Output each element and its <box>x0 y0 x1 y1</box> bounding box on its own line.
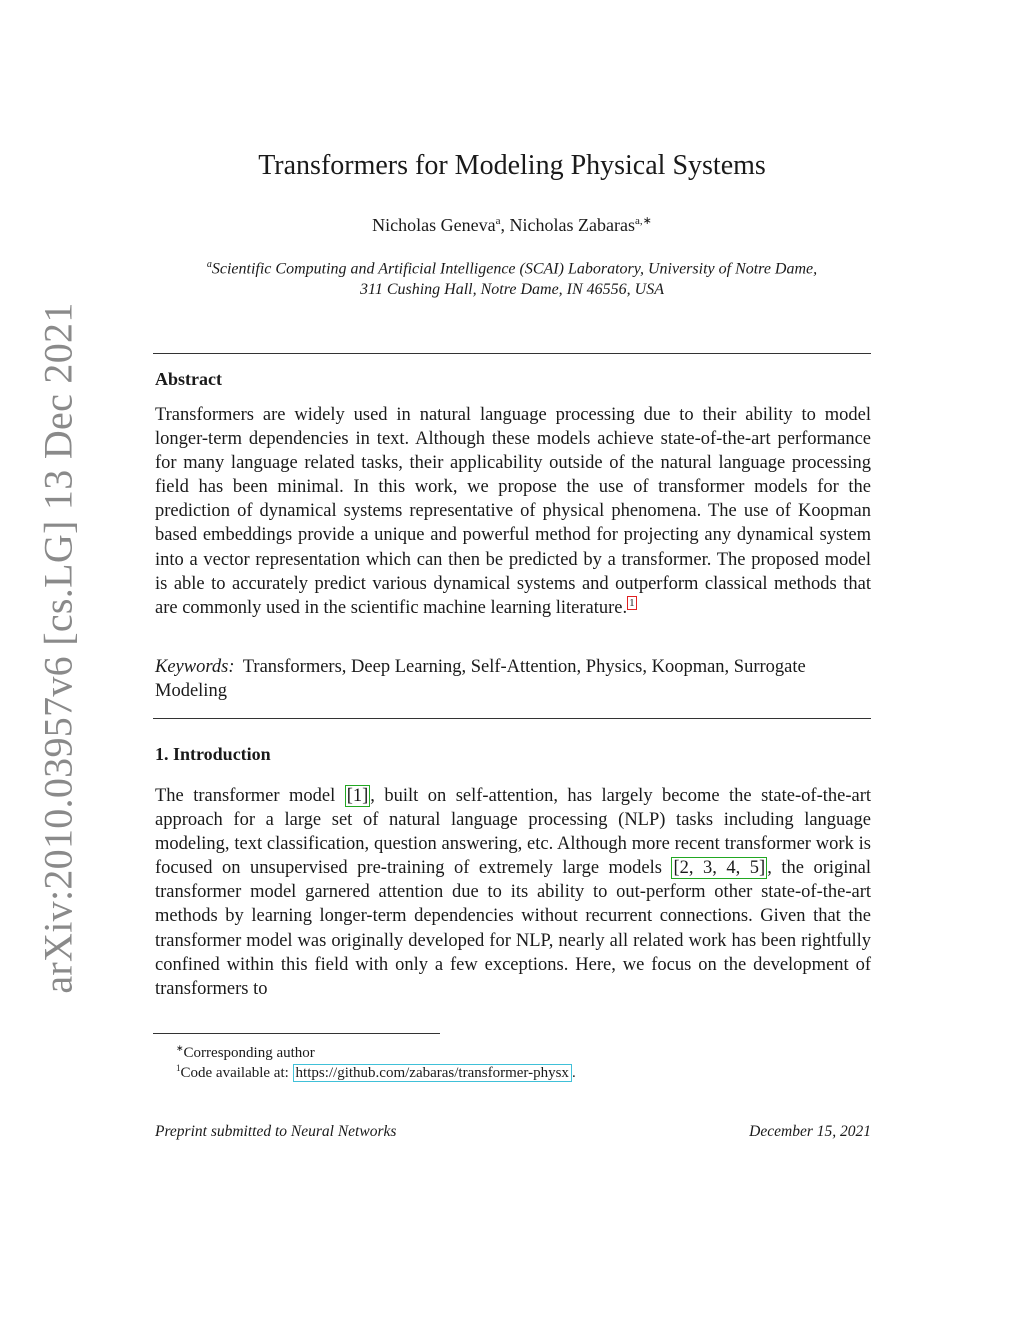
footnote-code <box>176 1059 576 1083</box>
abstract-body <box>155 403 871 620</box>
intro-text: The transformer model <box>155 786 345 806</box>
footnote-rule <box>153 1033 440 1034</box>
paper-title: Transformers for Modeling Physical Systems <box>258 150 766 181</box>
citation-link[interactable]: [2, 3, 4, 5] <box>673 858 766 879</box>
footnote-mark: ∗ <box>176 1043 184 1053</box>
intro-text: , the original transformer model garnered attention due to its ability to out-perform other state-of-the-art methods by learning longer-term dependencies without recurrent connections. Given that the transformer model was originally developed for NLP, nearly all related work has been rightfully confined within this field with only a few exceptions. Here, we focus on the development of transformers to <box>155 858 871 999</box>
section-heading: 1. Introduction <box>155 744 271 764</box>
footer-journal: Preprint submitted to Neural Networks <box>155 1123 397 1140</box>
author-affiliation-mark: a,∗ <box>634 215 652 227</box>
abstract-top-rule <box>153 353 871 354</box>
author-name: Nicholas Geneva <box>372 215 496 235</box>
arxiv-identifier: arXiv:2010.03957v6 [cs.LG] 13 Dec 2021 <box>35 302 81 994</box>
footer-date: December 15, 2021 <box>749 1123 871 1140</box>
keywords <box>155 655 871 703</box>
footnote-link[interactable]: 1 <box>629 596 635 609</box>
affiliation-line: 311 Cushing Hall, Notre Dame, IN 46556, USA <box>360 281 664 299</box>
footnote-mark: 1 <box>176 1063 181 1073</box>
abstract-bottom-rule <box>153 718 871 719</box>
keywords-text: Transformers, Deep Learning, Self-Attention, Physics, Koopman, Surrogate Modeling <box>155 657 806 702</box>
abstract-heading: Abstract <box>155 369 222 389</box>
code-url-link[interactable]: https://github.com/zabaras/transformer-physx <box>293 1064 572 1082</box>
author-list: Nicholas Geneva$^a$, Nicholas Zabaras$^{a,∗}$ <box>372 215 652 235</box>
author-name: Nicholas Zabaras <box>509 215 635 235</box>
footnote-suffix: . <box>571 1065 576 1081</box>
keywords-label: Keywords: <box>155 657 235 677</box>
intro-text: , built on self-attention, has largely become the state-of-the-art approach for a large set of natural language processing (NLP) tasks including language modeling, text classification, question answering, etc. Although more recent transformer work is focused on unsupervised pre-training of extremely large models <box>155 786 872 879</box>
abstract-text: Transformers are widely used in natural language processing due to their ability to model longer-term dependencies in text. Although these models achieve state-of-the-art performance for many language related tasks, their applicability outside of the natural language processing field has been minimal. In this work, we propose the use of transformer models for the prediction of dynamical systems representative of physical phenomena. The use of Koopman based embeddings provide a unique and powerful method for projecting any dynamical system into a vector representation which can then be predicted by a transformer. The proposed model is able to accurately predict various dynamical systems and outperform classical methods that are commonly used in the scientific machine learning literature. <box>155 405 871 618</box>
citation-link[interactable]: [1] <box>346 786 369 806</box>
author-affiliation-mark: a <box>495 215 501 227</box>
footnote-text: Code available at: <box>180 1065 293 1081</box>
affiliation <box>0 254 1024 300</box>
affiliation-mark: a <box>206 259 212 270</box>
footnote-text: Corresponding author <box>183 1045 315 1061</box>
affiliation-line: Scientific Computing and Artificial Intelligence (SCAI) Laboratory, University of Notre Dame, <box>211 260 818 278</box>
introduction-body <box>155 784 871 1001</box>
